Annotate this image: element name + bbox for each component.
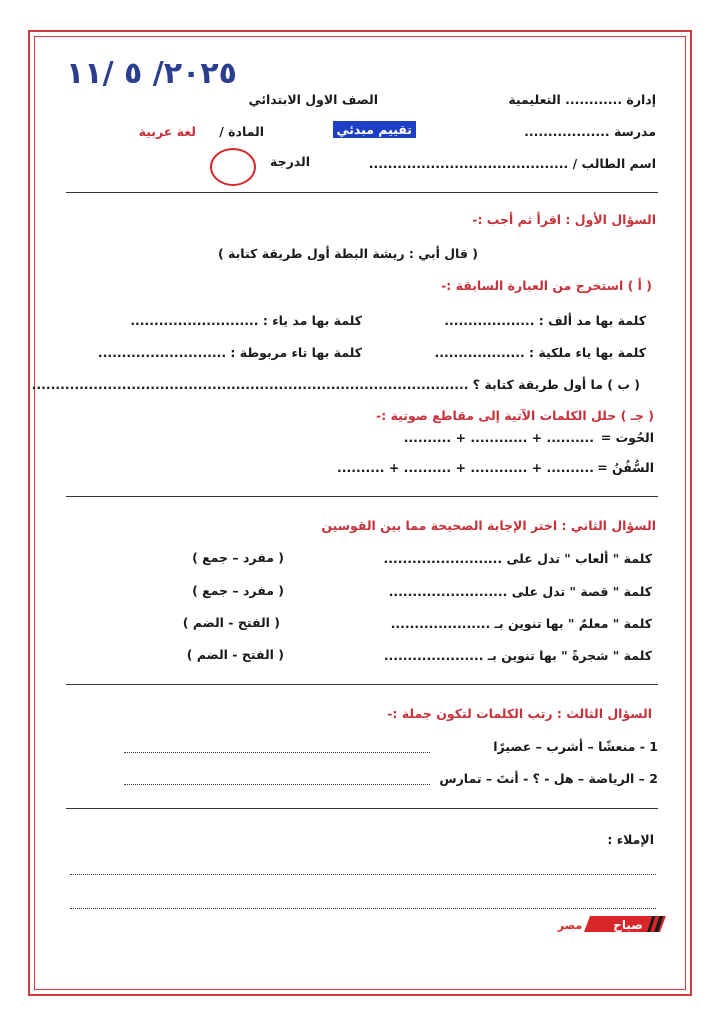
inner-frame xyxy=(31,36,686,990)
grade-label: الصف الاول الابتدائي xyxy=(248,92,378,107)
separator-q3 xyxy=(66,808,658,809)
q2-item-1-choice: ( مفرد – جمع ) xyxy=(192,550,284,565)
score-circle xyxy=(210,148,256,186)
subject-value: لغة عربية xyxy=(138,124,196,139)
q1-a2-left: كلمة بها تاء مربوطة : ........................... xyxy=(97,345,362,360)
q1-title: السؤال الأول : اقرأ ثم أجب :- xyxy=(472,212,656,227)
separator-q1 xyxy=(66,496,658,497)
logo-sub-text: مصر xyxy=(557,919,583,932)
q1-part-b: ( ب ) ما أول طريقة كتابة ؟ ............................................................................................ xyxy=(31,377,640,392)
q3-answer-line-1 xyxy=(124,752,430,753)
q2-item-3-choice: ( الفتح - الضم ) xyxy=(182,615,280,630)
student-name-field: اسم الطالب / .......................................... xyxy=(368,156,656,171)
q1-quote: ( قال أبي : ريشة البطة أول طريقة كتابة ) xyxy=(217,246,478,261)
assessment-tag-text: تقييم مبدئي xyxy=(333,121,416,138)
q2-item-4-choice: ( الفتح - الضم ) xyxy=(186,647,284,662)
q1-a1-left: كلمة بها مد ياء : ........................... xyxy=(130,313,362,328)
q3-title: السؤال الثالث : رتب الكلمات لتكون جملة :- xyxy=(387,706,652,721)
logo-graphic xyxy=(556,914,668,934)
dictation-title: الإملاء : xyxy=(607,832,654,847)
q1-part-a-title: ( أ ) استخرج من العبارة السابقة :- xyxy=(441,278,652,293)
subject-label: المادة / xyxy=(219,124,264,139)
q3-answer-line-2 xyxy=(124,784,430,785)
directorate-field: إدارة ............ التعليمية xyxy=(508,92,656,107)
q3-item-2: 2 – الرياضة – هل - ؟ - أنتَ – تمارس xyxy=(439,771,658,786)
q2-title: السؤال الثاني : اختر الإجابة الصحيحة مما بين القوسين xyxy=(321,518,656,533)
dictation-line-1 xyxy=(70,874,656,875)
school-field: مدرسة .................. xyxy=(524,124,656,139)
q2-item-2-choice: ( مفرد – جمع ) xyxy=(192,583,284,598)
q1-c2-word: السُّفُنُ = xyxy=(597,460,654,475)
dictation-line-2 xyxy=(70,908,656,909)
q1-part-c-title: ( جـ ) حلل الكلمات الآتية إلى مقاطع صوتية :- xyxy=(376,408,654,423)
q1-a1-right: كلمة بها مد ألف : ................... xyxy=(444,313,646,328)
separator-header xyxy=(66,192,658,193)
assessment-tag xyxy=(333,124,416,137)
q1-a2-right: كلمة بها ياء ملكية : ................... xyxy=(434,345,646,360)
q2-item-4-stem: كلمة " شجرةً " بها تنوين بـ ..................... xyxy=(383,648,652,663)
q2-item-3-stem: كلمة " معلمٌ " بها تنوين بـ ..................... xyxy=(390,616,652,631)
sabah-masr-logo xyxy=(556,914,668,934)
q3-item-1: 1 - منعشًا – أشرب – عصيرًا xyxy=(493,739,658,754)
score-label: الدرجة xyxy=(270,154,310,169)
q2-item-1-stem: كلمة " ألعاب " تدل على ......................... xyxy=(383,551,652,566)
exam-date: ٢٠٢٥/ ٥ /١١ xyxy=(66,56,237,91)
separator-q2 xyxy=(66,684,658,685)
q1-c1-segments: .......... + ............ + .......... xyxy=(403,430,594,445)
q1-c2-segments: .......... + ............ + .......... + .......... xyxy=(337,460,594,475)
logo-main-text: صباح xyxy=(613,918,643,932)
q2-item-2-stem: كلمة " قصة " تدل على ......................... xyxy=(388,584,652,599)
q1-c1-word: الحُوت = xyxy=(600,430,654,445)
